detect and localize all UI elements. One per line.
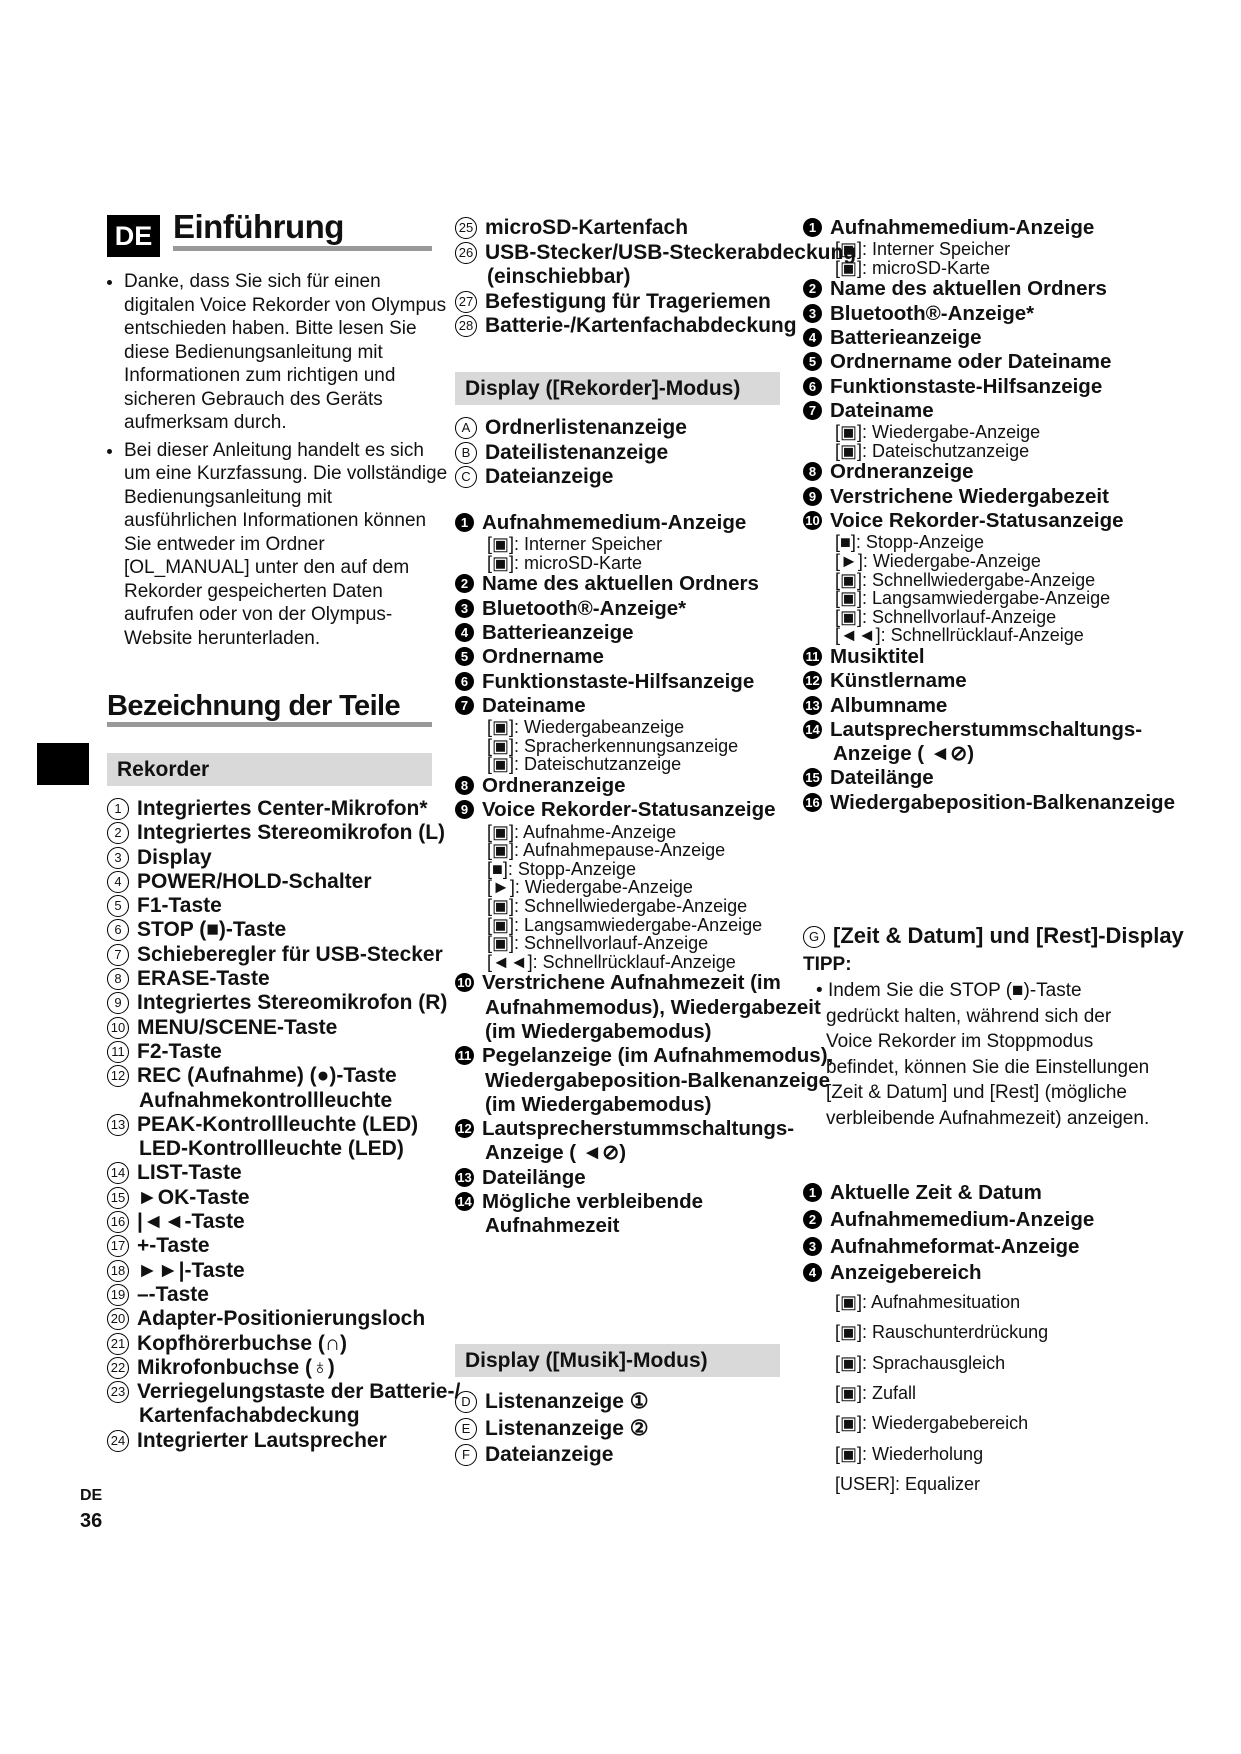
item-number: 9 (107, 992, 129, 1014)
item-label: ERASE-Taste (137, 967, 270, 991)
list-item (107, 1429, 437, 1453)
item-number: 20 (107, 1308, 129, 1330)
item-label: Bluetooth®-Anzeige* (482, 596, 687, 620)
item-label: Wiedergabeposition-Balkenanzeige (830, 790, 1175, 814)
item-label: Name des aktuellen Ordners (482, 572, 759, 596)
sub-item: [◄◄]: Schnellrücklauf-Anzeige (835, 625, 1084, 646)
item-number: 3 (803, 304, 822, 323)
sub-item: [USER]: Equalizer (835, 1473, 981, 1494)
sub-item: [▣]: Aufnahmepause-Anzeige (487, 840, 726, 861)
list-item (107, 1234, 437, 1258)
list-item (803, 509, 1223, 533)
list-item (107, 991, 448, 1015)
list-item (455, 1442, 785, 1469)
item-number: 10 (107, 1017, 129, 1039)
item-label: Adapter-Positionierungsloch (137, 1307, 426, 1331)
item-label: Aufnahmekontrollleuchte (139, 1088, 393, 1112)
list-item (455, 511, 795, 535)
item-label: Integriertes Stereomikrofon (R) (137, 991, 448, 1015)
list-item (803, 694, 1223, 718)
item-number: 13 (107, 1114, 129, 1136)
sub-item: [▣]: Schnellvorlauf-Anzeige (835, 606, 1057, 627)
list-item (455, 265, 795, 290)
item-number: 3 (455, 599, 474, 618)
tipp-body: Indem Sie die STOP (■)-Taste gedrückt halten, während sich der Voice Rekorder im Stoppmodus befindet, können Sie die Einstellungen [Zeit & Datum] und [Rest] (mögliche verbleibende Aufnahmezeit) anzeigen. (826, 980, 1150, 1129)
sub-item: [▣]: microSD-Karte (487, 552, 643, 573)
item-number: 25 (455, 217, 477, 239)
list-item (803, 1180, 1223, 1207)
g-marker: G (803, 926, 825, 948)
list-item (455, 645, 795, 669)
parts-list (107, 797, 461, 1453)
list-item (107, 1064, 437, 1088)
item-label: Mögliche verbleibende (482, 1190, 703, 1214)
g-title: [Zeit & Datum] und [Rest]-Display (833, 923, 1184, 948)
list-item (803, 399, 1223, 423)
item-number: 15 (803, 768, 822, 787)
g-items (803, 1180, 1223, 1499)
list-item (803, 645, 1223, 669)
item-label: Aufnahmemedium-Anzeige (830, 1207, 1095, 1231)
item-label: Befestigung für Trageriemen (485, 289, 771, 313)
list-item (107, 821, 446, 845)
item-number: 22 (107, 1357, 129, 1379)
item-number: 12 (455, 1119, 474, 1138)
sub-item: [▣]: Interner Speicher (487, 534, 663, 555)
item-label: REC (Aufnahme) (●)-Taste (137, 1064, 397, 1088)
item-label: Ordneranzeige (830, 460, 974, 484)
list-item (803, 1260, 1223, 1287)
item-number: 9 (803, 487, 822, 506)
list-item-continued: (im Wiedergabemodus) (485, 1092, 712, 1116)
item-number: 1 (803, 1183, 822, 1202)
item-number: 12 (803, 671, 822, 690)
footer-lang: DE (80, 1487, 103, 1504)
sub-item: [▣]: Schnellwiedergabe-Anzeige (487, 896, 748, 917)
musik-modes (455, 1389, 785, 1469)
item-number: 19 (107, 1284, 129, 1306)
tipp-text: • Indem Sie die STOP (■)-Taste gedrückt halten, während sich der Voice Rekorder im Stoppmodus befindet, können Sie die Einstellungen [Zeit & Datum] und [Rest] (mögliche verbleibende Aufnahmezeit) anzeigen. (816, 980, 1150, 1129)
list-item (803, 350, 1223, 374)
intro-item: • Danke, dass Sie sich für einen digitalen Voice Rekorder von Olympus entschieden haben. Bitte lesen Sie diese Bedienungsanleitung mit Informationen zum richtigen und sicheren Gebrauch des Geräts aufmerksam durch. (124, 270, 449, 435)
list-item (107, 967, 437, 991)
section-underline (107, 722, 432, 727)
side-tab (37, 743, 89, 785)
sub-item: [▣]: Dateischutzanzeige (835, 440, 1030, 461)
list-item (455, 1416, 785, 1443)
item-label: Dateilänge (830, 766, 934, 790)
item-number: 5 (107, 895, 129, 917)
sub-item: [▣]: Langsamwiedergabe-Anzeige (487, 914, 763, 935)
list-item (455, 240, 857, 266)
item-label: Dateiname (482, 693, 586, 717)
item-number: 16 (107, 1211, 129, 1233)
item-label: Verstrichene Wiedergabezeit (830, 484, 1109, 508)
item-number: 2 (803, 1210, 822, 1229)
title-underline (173, 246, 432, 251)
sub-item: [◄◄]: Schnellrücklauf-Anzeige (487, 951, 736, 972)
item-number: 12 (107, 1065, 129, 1087)
tipp-label: TIPP: (803, 954, 852, 975)
item-number: 23 (107, 1381, 129, 1403)
item-number: 13 (803, 696, 822, 715)
item-number: 8 (455, 776, 474, 795)
sub-item: [►]: Wiedergabe-Anzeige (835, 550, 1041, 571)
sub-item: [▣]: Schnellwiedergabe-Anzeige (835, 569, 1096, 590)
item-label: Bluetooth®-Anzeige* (830, 301, 1035, 325)
sub-item: [■]: Stopp-Anzeige (487, 858, 636, 879)
list-item-continued: Anzeige ( ◄⊘) (485, 1141, 627, 1165)
item-number: F (455, 1444, 477, 1466)
item-number: 3 (107, 847, 129, 869)
sub-item: [▣]: Spracherkennungsanzeige (487, 735, 739, 756)
list-item (803, 1234, 1223, 1261)
item-label: microSD-Kartenfach (485, 216, 689, 239)
list-item (455, 416, 785, 441)
item-label: Kartenfachabdeckung (139, 1404, 360, 1428)
item-label: Dateiname (830, 398, 934, 422)
list-item (803, 375, 1223, 399)
list-item (455, 694, 795, 718)
item-label: Anzeigebereich (830, 1261, 982, 1285)
list-item (107, 918, 437, 942)
item-label: Aufnahmemedium-Anzeige (482, 511, 747, 534)
item-label: (einschiebbar) (487, 265, 631, 288)
item-label: Dateilänge (482, 1165, 586, 1189)
item-label: Dateianzeige (485, 1443, 614, 1466)
item-number: 7 (803, 401, 822, 420)
item-label: Batterie-/Kartenfachabdeckung (485, 314, 797, 337)
list-item (455, 1190, 795, 1214)
lang-badge: DE (107, 215, 160, 257)
list-item (803, 791, 1223, 815)
list-item (107, 1016, 437, 1040)
list-item (455, 216, 795, 241)
sub-item: [▣]: Wiedergabeanzeige (487, 717, 685, 738)
rekorder-modes (455, 416, 785, 490)
list-item (107, 1137, 437, 1161)
item-label: Integriertes Stereomikrofon (L) (137, 821, 446, 845)
sub-item: [▣]: Schnellvorlauf-Anzeige (487, 933, 709, 954)
list-item (455, 1044, 834, 1068)
list-item (455, 774, 795, 798)
item-label: Albumname (830, 693, 948, 717)
sub-item: [▣]: Aufnahme-Anzeige (487, 821, 677, 842)
list-item (455, 670, 795, 694)
item-number: 17 (107, 1235, 129, 1257)
list-item (455, 441, 785, 466)
item-number: 11 (455, 1046, 474, 1065)
item-number: 1 (803, 218, 822, 237)
list-item (107, 1356, 437, 1380)
list-item (803, 669, 1223, 693)
item-label: POWER/HOLD-Schalter (137, 869, 372, 893)
item-label: Batterieanzeige (830, 326, 982, 350)
item-number: 5 (455, 647, 474, 666)
list-item (455, 1166, 795, 1190)
list-item (455, 465, 785, 490)
item-label: PEAK-Kontrollleuchte (LED) (137, 1112, 419, 1136)
sub-item: [▣]: Aufnahmesituation (835, 1292, 1021, 1313)
list-item (107, 1332, 437, 1356)
item-number: B (455, 442, 477, 464)
list-item (107, 870, 437, 894)
item-label: Schieberegler für USB-Stecker (137, 942, 443, 966)
item-number: 18 (107, 1260, 129, 1282)
item-number: 15 (107, 1187, 129, 1209)
item-number: 4 (107, 871, 129, 893)
item-number: 11 (107, 1041, 129, 1063)
list-item (803, 277, 1223, 301)
list-item (803, 302, 1223, 326)
item-label: Aufnahmeformat-Anzeige (830, 1234, 1080, 1258)
list-item (803, 1207, 1223, 1234)
sub-item: [▣]: Wiedergabebereich (835, 1413, 1029, 1434)
item-label: Verstrichene Aufnahmezeit (im (482, 971, 781, 995)
item-number: D (455, 1391, 477, 1413)
list-item (107, 1307, 437, 1331)
list-item-continued: Wiedergabeposition-Balkenanzeige (485, 1068, 830, 1092)
item-number: 24 (107, 1430, 129, 1452)
intro-item: • Bei dieser Anleitung handelt es sich um eine Kurzfassung. Die vollständige Bedienungsanleitung mit ausführlichen Informationen können Sie entweder im Ordner [OL_MANUAL] unter den auf dem Rekorder gespeicherten Daten aufrufen oder von der Olympus-Website herunterladen. (124, 439, 449, 651)
item-number: 7 (455, 696, 474, 715)
musik-display-items (803, 216, 1223, 815)
item-label: ►OK-Taste (137, 1185, 250, 1209)
section-title: Bezeichnung der Teile (107, 690, 401, 722)
item-number: 6 (107, 919, 129, 941)
list-item (107, 1380, 461, 1404)
item-number: 11 (803, 647, 822, 666)
item-number: 4 (803, 1263, 822, 1282)
list-item (455, 572, 795, 596)
item-number: 2 (107, 822, 129, 844)
item-number: 2 (803, 279, 822, 298)
list-item (803, 460, 1223, 484)
item-number: 1 (455, 513, 474, 532)
item-label: Pegelanzeige (im Aufnahmemodus), (482, 1044, 834, 1068)
item-number: 10 (803, 511, 822, 530)
rekorder-bar: Rekorder (107, 753, 432, 786)
item-label: Dateilistenanzeige (485, 440, 669, 464)
item-number: 10 (455, 973, 474, 992)
item-number: 14 (455, 1192, 474, 1211)
item-number: 26 (455, 242, 477, 264)
list-item-continued: Anzeige ( ◄⊘) (833, 742, 975, 766)
list-item (455, 798, 795, 822)
item-number: 2 (455, 574, 474, 593)
item-label: LED-Kontrollleuchte (LED) (139, 1137, 404, 1161)
sub-item: [▣]: Sprachausgleich (835, 1352, 1006, 1373)
list-item (455, 971, 795, 995)
item-label: Musiktitel (830, 644, 925, 668)
item-label: USB-Stecker/USB-Steckerabdeckung (485, 240, 857, 264)
item-label: STOP (■)-Taste (137, 918, 287, 942)
sub-item: [▣]: Langsamwiedergabe-Anzeige (835, 588, 1111, 609)
item-number: 14 (803, 720, 822, 739)
sub-item: [▣]: microSD-Karte (835, 257, 991, 278)
item-number: 5 (803, 352, 822, 371)
item-label: Voice Rekorder-Statusanzeige (830, 509, 1124, 533)
item-label: Lautsprecherstummschaltungs- (482, 1117, 795, 1141)
item-number: 4 (803, 328, 822, 347)
list-item-continued: Aufnahmezeit (485, 1214, 620, 1238)
list-item-continued: Aufnahmemodus), Wiedergabezeit (485, 995, 821, 1019)
list-item (107, 942, 443, 967)
item-number: 6 (803, 377, 822, 396)
list-item (803, 326, 1223, 350)
item-number: 8 (107, 968, 129, 990)
list-item (803, 766, 1223, 790)
item-label: Name des aktuellen Ordners (830, 277, 1107, 301)
item-label: Künstlername (830, 669, 967, 693)
item-label: Ordnerlistenanzeige (485, 416, 687, 439)
item-number: 7 (107, 944, 129, 966)
col2-parts-list (455, 216, 857, 339)
sub-item: [▣]: Rauschunterdrückung (835, 1322, 1049, 1343)
item-number: 13 (455, 1168, 474, 1187)
item-label: Funktionstaste-Hilfsanzeige (482, 669, 755, 693)
item-label: ►►|-Taste (137, 1258, 245, 1282)
list-item (107, 1186, 437, 1210)
list-item (803, 485, 1223, 509)
list-item (107, 894, 437, 918)
display-rekorder-bar: Display ([Rekorder]-Modus) (455, 372, 780, 405)
item-label: Dateianzeige (485, 465, 614, 488)
sub-item: [▣]: Dateischutzanzeige (487, 754, 682, 775)
item-number: 21 (107, 1333, 129, 1355)
sub-item: [▣]: Wiedergabe-Anzeige (835, 422, 1041, 443)
item-number: 8 (803, 462, 822, 481)
list-item (107, 1404, 437, 1428)
list-item (107, 1259, 437, 1283)
list-item (455, 314, 795, 339)
item-label: Mikrofonbuchse (♁) (137, 1355, 335, 1379)
page-title: Einführung (173, 208, 344, 245)
item-label: Ordneranzeige (482, 774, 626, 798)
item-label: Ordnername oder Dateiname (830, 350, 1112, 374)
item-label: Voice Rekorder-Statusanzeige (482, 798, 776, 822)
item-number: 6 (455, 672, 474, 691)
item-label: Ordnername (482, 645, 604, 669)
item-label: |◄◄-Taste (137, 1210, 245, 1234)
item-label: Aktuelle Zeit & Datum (830, 1181, 1042, 1204)
display-musik-bar: Display ([Musik]-Modus) (455, 1344, 780, 1377)
list-item (803, 216, 1223, 240)
item-label: Batterieanzeige (482, 621, 634, 645)
item-label: Verriegelungstaste der Batterie-/ (137, 1380, 461, 1404)
sub-item: [▣]: Interner Speicher (835, 239, 1011, 260)
list-item (803, 718, 1223, 742)
g-heading (803, 923, 1184, 949)
list-item (107, 1161, 437, 1185)
list-item (455, 290, 795, 315)
list-item (107, 846, 437, 870)
item-label: Integrierter Lautsprecher (137, 1428, 387, 1452)
item-number: 27 (455, 291, 477, 313)
item-number: 1 (107, 798, 129, 820)
item-label: Funktionstaste-Hilfsanzeige (830, 374, 1103, 398)
list-item (107, 1089, 437, 1113)
item-number: A (455, 417, 477, 439)
item-label: Lautsprecherstummschaltungs- (830, 717, 1143, 741)
item-label: Integriertes Center-Mikrofon* (137, 797, 428, 820)
item-number: 28 (455, 315, 477, 337)
item-number: 14 (107, 1162, 129, 1184)
item-number: C (455, 466, 477, 488)
item-label: Listenanzeige ① (485, 1390, 649, 1413)
sub-item: [▣]: Wiederholung (835, 1443, 984, 1464)
item-label: F1-Taste (137, 894, 222, 918)
item-number: E (455, 1418, 477, 1440)
sub-item: [■]: Stopp-Anzeige (835, 532, 984, 553)
item-number: 9 (455, 800, 474, 819)
list-item (107, 1283, 437, 1307)
item-label: +-Taste (137, 1234, 210, 1258)
item-number: 4 (455, 623, 474, 642)
list-item (455, 621, 795, 645)
list-item-continued: (im Wiedergabemodus) (485, 1019, 712, 1043)
list-item (455, 1389, 785, 1416)
sub-item: [▣]: Zufall (835, 1383, 917, 1404)
page-number: 36 (80, 1510, 103, 1532)
sub-item: [►]: Wiedergabe-Anzeige (487, 877, 693, 898)
item-label: MENU/SCENE-Taste (137, 1015, 338, 1039)
item-label: LIST-Taste (137, 1161, 242, 1185)
item-number: 16 (803, 793, 822, 812)
item-label: Aufnahmemedium-Anzeige (830, 216, 1095, 239)
item-number: 3 (803, 1237, 822, 1256)
list-item (107, 1040, 437, 1064)
item-label: F2-Taste (137, 1039, 222, 1063)
intro-list (107, 270, 449, 650)
list-item (107, 797, 437, 821)
list-item (455, 1117, 795, 1141)
item-label: –-Taste (137, 1282, 209, 1306)
item-label: Display (137, 845, 212, 869)
list-item (455, 597, 795, 621)
list-item (107, 1113, 437, 1137)
item-label: Kopfhörerbuchse (∩) (137, 1331, 347, 1355)
item-label: Listenanzeige ② (485, 1416, 649, 1440)
list-item (107, 1210, 437, 1234)
